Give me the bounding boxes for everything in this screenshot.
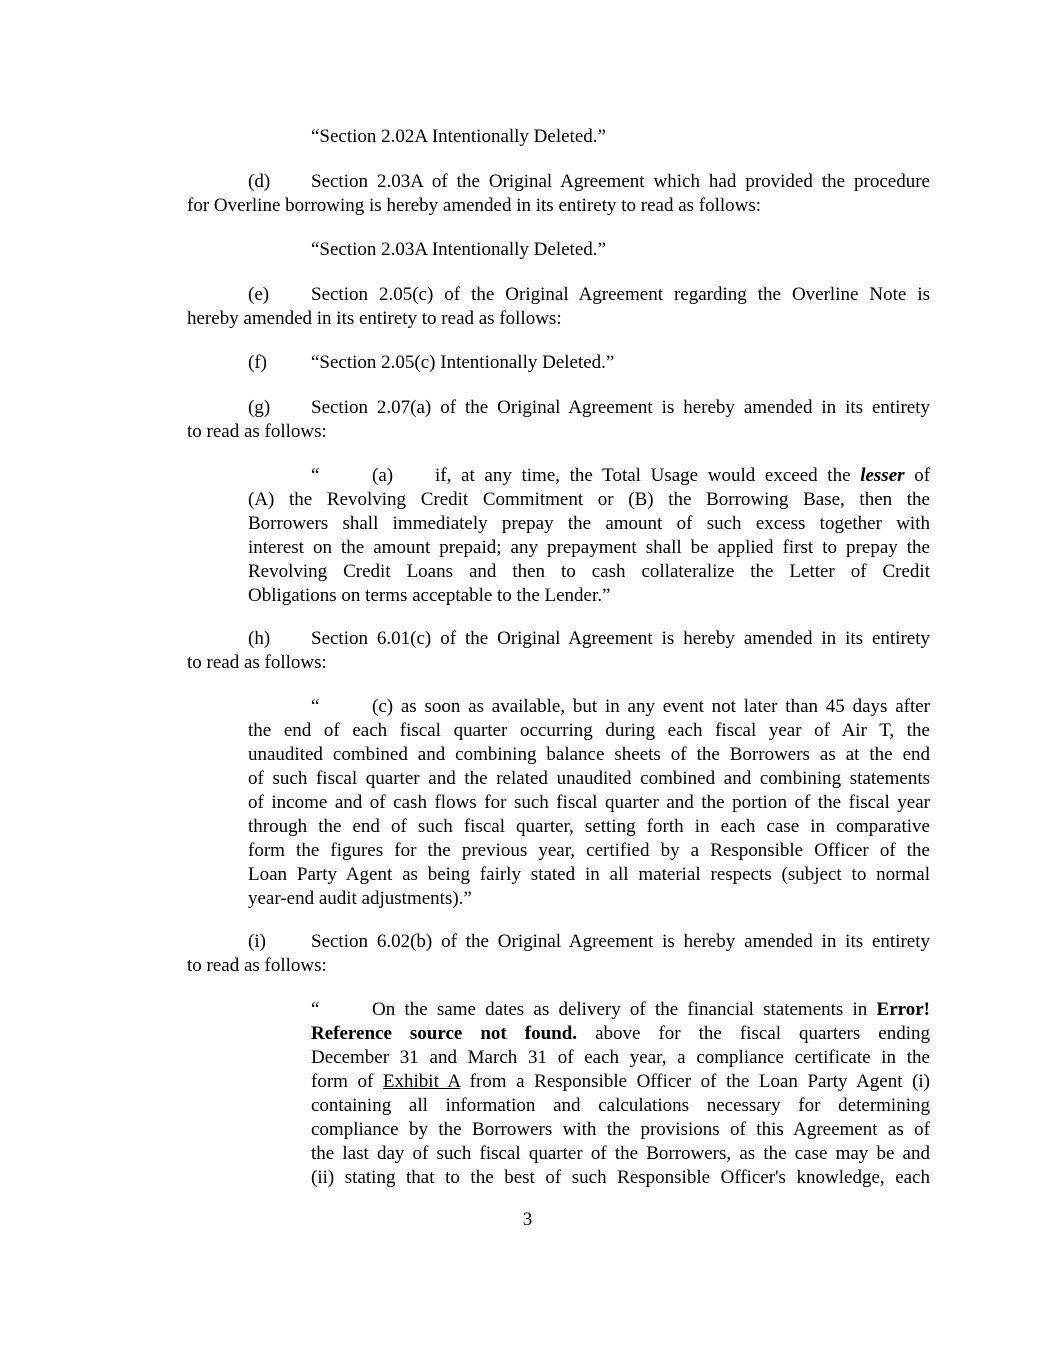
paragraph-d-label: (d) [248, 171, 271, 192]
paragraph-g [187, 396, 930, 444]
quote-block-h [248, 695, 930, 911]
paragraph-d-line2: for Overline borrowing is hereby amended in its entirety to read as follows: [187, 195, 762, 216]
paragraph-e-line2: hereby amended in its entirety to read as follows: [187, 308, 562, 329]
quote-block-i [311, 998, 930, 1190]
quote-h-line3: unaudited combined and combining balance sheets of the Borrowers as at the end [248, 744, 930, 765]
quote-h-line4: of such fiscal quarter and the related unaudited combined and combining statements [248, 768, 930, 789]
paragraph-f-label: (f) [248, 352, 267, 373]
paragraph-text: “Section 2.03A Intentionally Deleted.” [311, 239, 606, 260]
quote-g-line5: Revolving Credit Loans and then to cash collateralize the Letter of Credit [248, 561, 930, 582]
quote-i-line6: compliance by the Borrowers with the provisions of this Agreement as of [311, 1119, 930, 1140]
paragraph-e [187, 283, 930, 331]
quote-h-line7: form the figures for the previous year, certified by a Responsible Officer of the [248, 840, 930, 861]
page-number: 3 [522, 1209, 533, 1230]
paragraph-f [248, 351, 614, 375]
quote-i-line5: containing all information and calculations necessary for determining [311, 1095, 930, 1116]
paragraph-e-line1: Section 2.05(c) of the Original Agreement regarding the Overline Note is [311, 284, 930, 305]
paragraph-h [187, 627, 930, 675]
quote-h-line1: (c) as soon as available, but in any event not later than 45 days after [372, 696, 930, 717]
quote-i-line4-post: from a Responsible Officer of the Loan Party Agent (i) [469, 1071, 930, 1092]
paragraph-d [187, 170, 930, 218]
paragraph-i [187, 930, 930, 978]
section-203a-paragraph [311, 238, 606, 262]
quote-i-line8: (ii) stating that to the best of such Responsible Officer's knowledge, each [311, 1167, 930, 1188]
quote-g-line6: Obligations on terms acceptable to the Lender.” [248, 585, 611, 606]
open-quote: “ [311, 999, 320, 1020]
quote-i-line1-pre: On the same dates as delivery of the financial statements in [372, 999, 868, 1020]
quote-i-line3: December 31 and March 31 of each year, a compliance certificate in the [311, 1047, 930, 1068]
open-quote: “ [311, 465, 320, 486]
quote-g-line2: (A) the Revolving Credit Commitment or (B) the Borrowing Base, then the [248, 489, 930, 510]
quote-h-line8: Loan Party Agent as being fairly stated in all material respects (subject to normal [248, 864, 930, 885]
quote-i-line7: the last day of such fiscal quarter of the Borrowers, as the case may be and [311, 1143, 930, 1164]
paragraph-g-label: (g) [248, 397, 271, 418]
quote-g-line1-post: of [914, 465, 930, 486]
paragraph-g-line2: to read as follows: [187, 421, 327, 442]
paragraph-i-line1: Section 6.02(b) of the Original Agreement is hereby amended in its entirety [311, 931, 930, 952]
paragraph-e-label: (e) [248, 284, 270, 305]
exhibit-a-link[interactable]: Exhibit A [382, 1071, 461, 1092]
paragraph-d-line1: Section 2.03A of the Original Agreement which had provided the procedure [311, 171, 930, 192]
paragraph-h-label: (h) [248, 628, 271, 649]
paragraph-text: “Section 2.02A Intentionally Deleted.” [311, 126, 606, 147]
paragraph-g-line1: Section 2.07(a) of the Original Agreement is hereby amended in its entirety [311, 397, 930, 418]
quote-h-line5: of income and of cash flows for such fiscal quarter and the portion of the fiscal year [248, 792, 930, 813]
section-202a-paragraph [311, 125, 606, 149]
quote-g-line3: Borrowers shall immediately prepay the amount of such excess together with [248, 513, 930, 534]
quote-g-line4: interest on the amount prepaid; any prepayment shall be applied first to prepay the [248, 537, 930, 558]
quote-i-line2-post: above for the fiscal quarters ending [595, 1023, 930, 1044]
error-reference-text: Reference source not found. [311, 1023, 578, 1044]
quote-i-line4-pre: form of [311, 1071, 374, 1092]
quote-h-line2: the end of each fiscal quarter occurring during each fiscal year of Air T, the [248, 720, 930, 741]
quote-h-line6: through the end of such fiscal quarter, setting forth in each case in comparative [248, 816, 930, 837]
paragraph-f-text: “Section 2.05(c) Intentionally Deleted.” [311, 352, 615, 373]
quote-h-line9: year-end audit adjustments).” [248, 888, 472, 909]
quote-g-line1-pre: if, at any time, the Total Usage would exceed the [435, 465, 851, 486]
paragraph-i-line2: to read as follows: [187, 955, 327, 976]
paragraph-i-label: (i) [248, 931, 266, 952]
error-reference-text: Error! [876, 999, 930, 1020]
paragraph-h-line1: Section 6.01(c) of the Original Agreement is hereby amended in its entirety [311, 628, 930, 649]
open-quote: “ [311, 696, 320, 717]
quote-g-label: (a) [372, 465, 394, 486]
quote-g-emphasis: lesser [860, 465, 905, 486]
paragraph-h-line2: to read as follows: [187, 652, 327, 673]
quote-block-g [248, 464, 930, 608]
